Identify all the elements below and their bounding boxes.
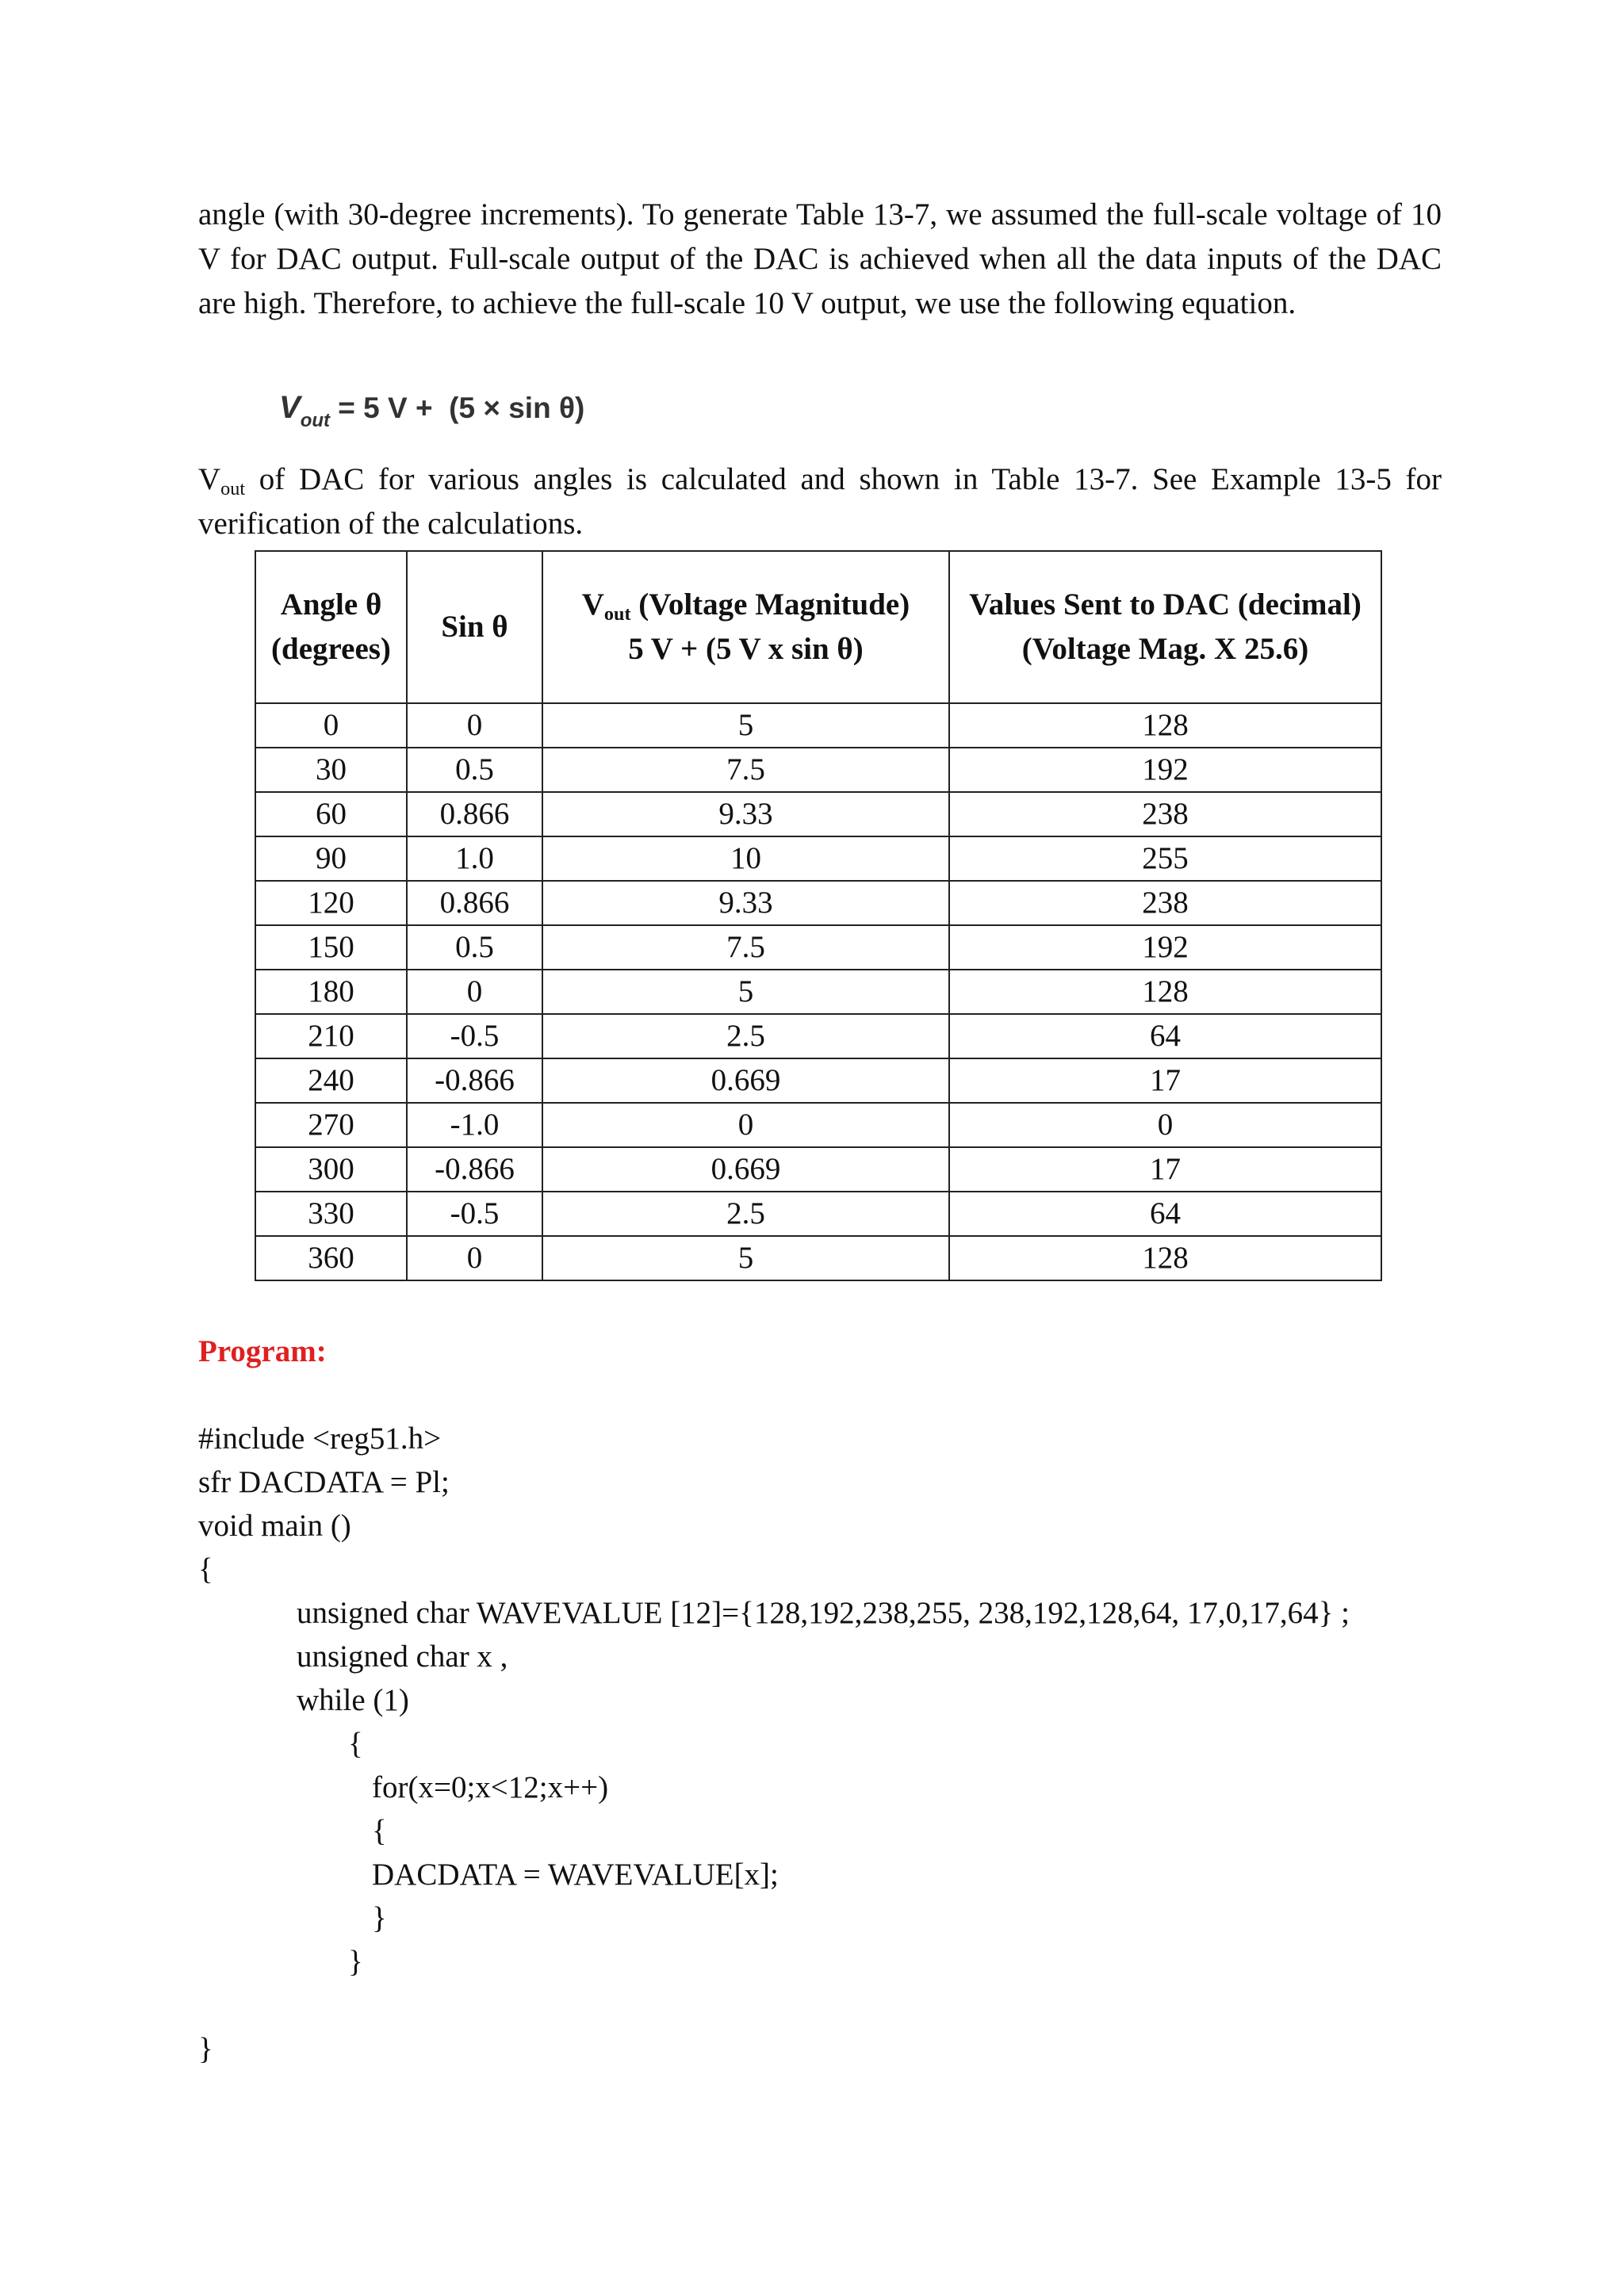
header-angle [255, 551, 407, 703]
code-line: unsigned char WAVEVALUE [12]={128,192,238,255, 238,192,128,64, 17,0,17,64} ; [297, 1596, 1350, 1630]
table-cell: 7.5 [542, 748, 949, 792]
table-cell: 330 [255, 1192, 407, 1236]
table-cell: 2.5 [542, 1014, 949, 1058]
program-heading: Program: [198, 1334, 327, 1368]
table-row [255, 792, 1381, 836]
table-row [255, 1014, 1381, 1058]
table-cell: 128 [949, 1236, 1381, 1280]
table-cell: 270 [255, 1103, 407, 1147]
table-cell: 0 [407, 703, 542, 748]
table-row [255, 881, 1381, 925]
header-dac-line2: (Voltage Mag. X 25.6) [1021, 632, 1309, 666]
table-cell: -1.0 [407, 1103, 542, 1147]
header-vout-rest: (Voltage Magnitude) [630, 587, 910, 622]
intro-paragraph [198, 193, 1442, 372]
table-row [255, 836, 1381, 881]
table-cell: 300 [255, 1147, 407, 1192]
table-cell: 0 [407, 970, 542, 1014]
vout-equation [279, 390, 584, 441]
table-cell: 5 [542, 1236, 949, 1280]
header-vout-sub: out [603, 603, 631, 625]
table-cell: 17 [949, 1058, 1381, 1103]
equation-sub: out [300, 409, 330, 431]
table-cell: 0.669 [542, 1058, 949, 1103]
table-row [255, 925, 1381, 970]
table-cell: -0.866 [407, 1147, 542, 1192]
code-line: while (1) [297, 1683, 409, 1717]
equation-rhs: = 5 V + (5 × sin θ) [330, 392, 585, 424]
table-cell: 1.0 [407, 836, 542, 881]
table-cell: 192 [949, 925, 1381, 970]
table-cell: 0.866 [407, 881, 542, 925]
header-angle-line2: (degrees) [271, 632, 391, 666]
table-cell: 7.5 [542, 925, 949, 970]
table-row [255, 703, 1381, 748]
table-cell: 128 [949, 970, 1381, 1014]
code-line: { [198, 1552, 213, 1586]
code-line: for(x=0;x<12;x++) [372, 1770, 609, 1804]
table-cell: 64 [949, 1014, 1381, 1058]
code-line: { [348, 1727, 363, 1761]
table-cell: 128 [949, 703, 1381, 748]
table-cell: 0 [255, 703, 407, 748]
table-cell: 240 [255, 1058, 407, 1103]
table-row [255, 1192, 1381, 1236]
table-cell: 17 [949, 1147, 1381, 1192]
code-line: { [372, 1814, 387, 1848]
table-cell: 0 [949, 1103, 1381, 1147]
code-line: DACDATA = WAVEVALUE[x]; [372, 1858, 779, 1892]
table-cell: 64 [949, 1192, 1381, 1236]
table-cell: 238 [949, 792, 1381, 836]
header-sin [407, 551, 542, 703]
code-line: #include <reg51.h> [198, 1422, 442, 1456]
table-cell: 9.33 [542, 881, 949, 925]
table-row [255, 970, 1381, 1014]
header-dac-line1: Values Sent to DAC (decimal) [969, 587, 1362, 622]
code-line: unsigned char x , [297, 1640, 508, 1674]
table-cell: 90 [255, 836, 407, 881]
table-cell: 0.866 [407, 792, 542, 836]
table-cell: 2.5 [542, 1192, 949, 1236]
table-cell: 255 [949, 836, 1381, 881]
table-header-row [255, 551, 1381, 703]
table-row [255, 1147, 1381, 1192]
header-sin-line1: Sin θ [441, 610, 508, 644]
table-cell: 60 [255, 792, 407, 836]
table-cell: 180 [255, 970, 407, 1014]
table-cell: 360 [255, 1236, 407, 1280]
code-line: void main () [198, 1509, 351, 1543]
table-cell: 150 [255, 925, 407, 970]
table-cell: 30 [255, 748, 407, 792]
table-row [255, 1103, 1381, 1147]
intro-paragraph-text: angle (with 30-degree increments). To generate Table 13-7, we assumed the full-scale voltage of 10 V for DAC output. Full-scale output of the DAC is achieved when all the data inputs of the DAC are high. Therefore, to achieve the full-scale 10 V output, we use the following equation. [198, 197, 1442, 320]
vout-paragraph-sub: out [220, 477, 246, 499]
table-cell: 238 [949, 881, 1381, 925]
header-dac-values [949, 551, 1381, 703]
dac-values-table [255, 550, 1382, 1281]
table-cell: 10 [542, 836, 949, 881]
table-cell: -0.5 [407, 1014, 542, 1058]
table-cell: 5 [542, 970, 949, 1014]
code-line [198, 1984, 1442, 2027]
table-row [255, 1058, 1381, 1103]
vout-paragraph-v: V [198, 462, 221, 496]
code-line: } [372, 1901, 387, 1935]
table-cell: 0 [542, 1103, 949, 1147]
code-line: } [198, 2032, 213, 2066]
program-code [198, 1417, 1442, 2071]
table-body [255, 703, 1381, 1280]
table-cell: 9.33 [542, 792, 949, 836]
table-cell: 0.5 [407, 748, 542, 792]
equation-v: V [279, 390, 301, 425]
table-cell: 192 [949, 748, 1381, 792]
code-line: sfr DACDATA = Pl; [198, 1465, 450, 1499]
table-row [255, 1236, 1381, 1280]
table-cell: 0.669 [542, 1147, 949, 1192]
table-cell: 0.5 [407, 925, 542, 970]
table-cell: 0 [407, 1236, 542, 1280]
header-vout-line2: 5 V + (5 V x sin θ) [628, 632, 864, 666]
table-cell: -0.5 [407, 1192, 542, 1236]
table-row [255, 748, 1381, 792]
code-line: } [348, 1945, 363, 1979]
header-vout [542, 551, 949, 703]
table-cell: 120 [255, 881, 407, 925]
vout-paragraph [198, 457, 1442, 549]
vout-paragraph-text: of DAC for various angles is calculated and shown in Table 13-7. See Example 13-5 for verification of the calculations. [198, 462, 1442, 541]
table-cell: 5 [542, 703, 949, 748]
header-angle-line1: Angle θ [280, 587, 382, 622]
header-vout-v: V [581, 587, 604, 622]
table-cell: -0.866 [407, 1058, 542, 1103]
table-cell: 210 [255, 1014, 407, 1058]
